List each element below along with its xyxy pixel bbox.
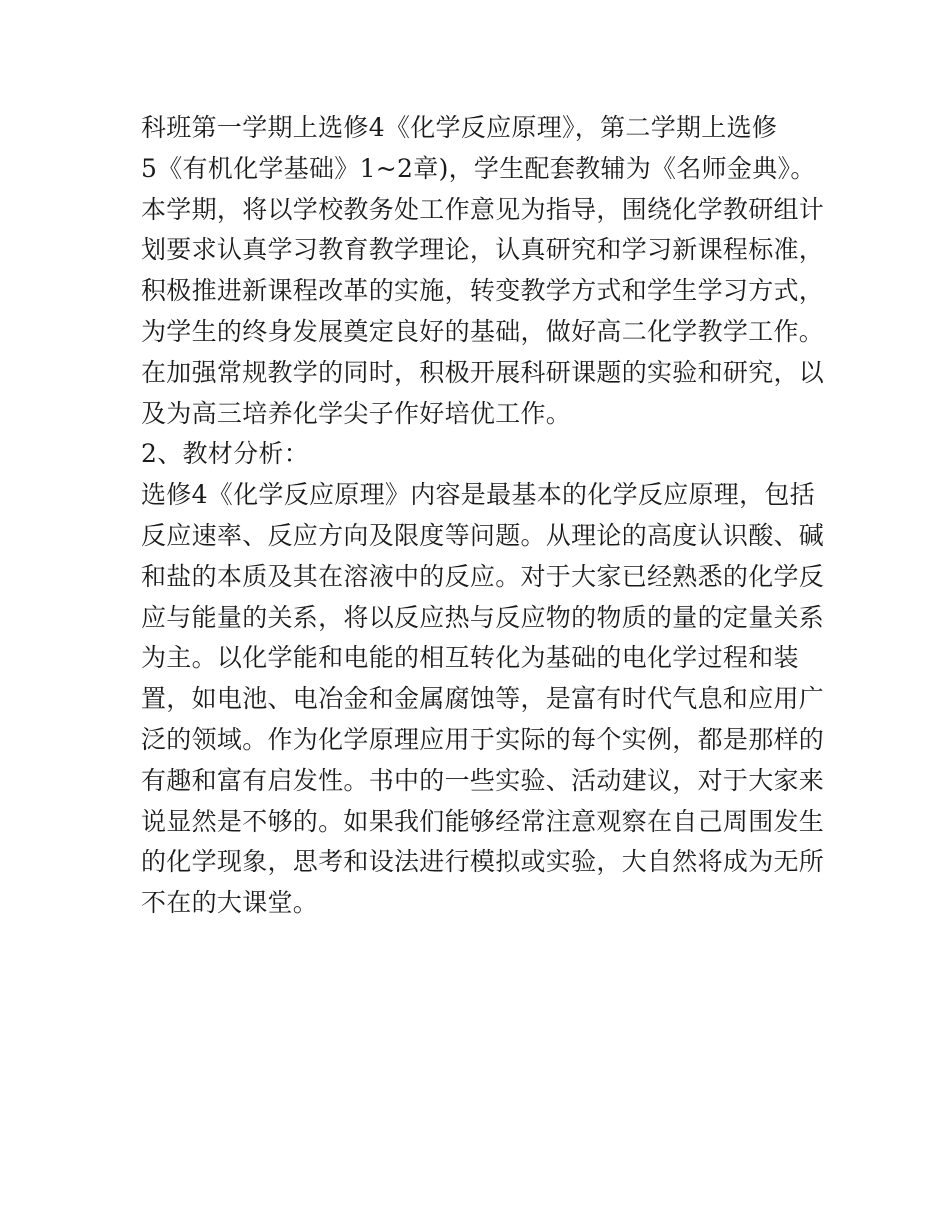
body-text — [141, 108, 825, 924]
text-line: 积极推进新课程改革的实施，转变教学方式和学生学习方式， — [141, 276, 825, 306]
text-line: 和盐的本质及其在溶液中的反应。对于大家已经熟悉的化学反 — [141, 561, 825, 591]
text-line: 5《有机化学基础》1~2章)，学生配套教辅为《名师金典》。 — [141, 153, 816, 183]
text-line: 反应速率、反应方向及限度等问题。从理论的高度认识酸、碱 — [141, 520, 825, 550]
text-line: 说显然是不够的。如果我们能够经常注意观察在自己周围发生 — [141, 806, 825, 836]
text-line: 应与能量的关系，将以反应热与反应物的物质的量的定量关系 — [141, 602, 825, 632]
text-line: 泛的领域。作为化学原理应用于实际的每个实例，都是那样的 — [141, 724, 825, 754]
text-line: 不在的大课堂。 — [141, 888, 319, 918]
text-line: 在加强常规教学的同时，积极开展科研课题的实验和研究，以 — [141, 357, 825, 387]
text-line: 科班第一学期上选修4《化学反应原理》，第二学期上选修 — [141, 113, 778, 142]
text-line: 本学期，将以学校教务处工作意见为指导，围绕化学教研组计 — [141, 194, 825, 224]
text-line: 为学生的终身发展奠定良好的基础，做好高二化学教学工作。 — [141, 316, 825, 346]
text-line: 选修4《化学反应原理》内容是最基本的化学反应原理，包括 — [141, 480, 816, 510]
text-line: 划要求认真学习教育教学理论，认真研究和学习新课程标准， — [141, 235, 825, 265]
text-line: 及为高三培养化学尖子作好培优工作。 — [141, 398, 572, 428]
text-line: 有趣和富有启发性。书中的一些实验、活动建议，对于大家来 — [141, 765, 825, 795]
text-line: 为主。以化学能和电能的相互转化为基础的电化学过程和装 — [141, 643, 799, 673]
text-line: 的化学现象，思考和设法进行模拟或实验，大自然将成为无所 — [141, 847, 825, 877]
section-heading: 2、教材分析： — [141, 439, 310, 469]
text-line: 置，如电池、电冶金和金属腐蚀等，是富有时代气息和应用广 — [141, 684, 825, 714]
